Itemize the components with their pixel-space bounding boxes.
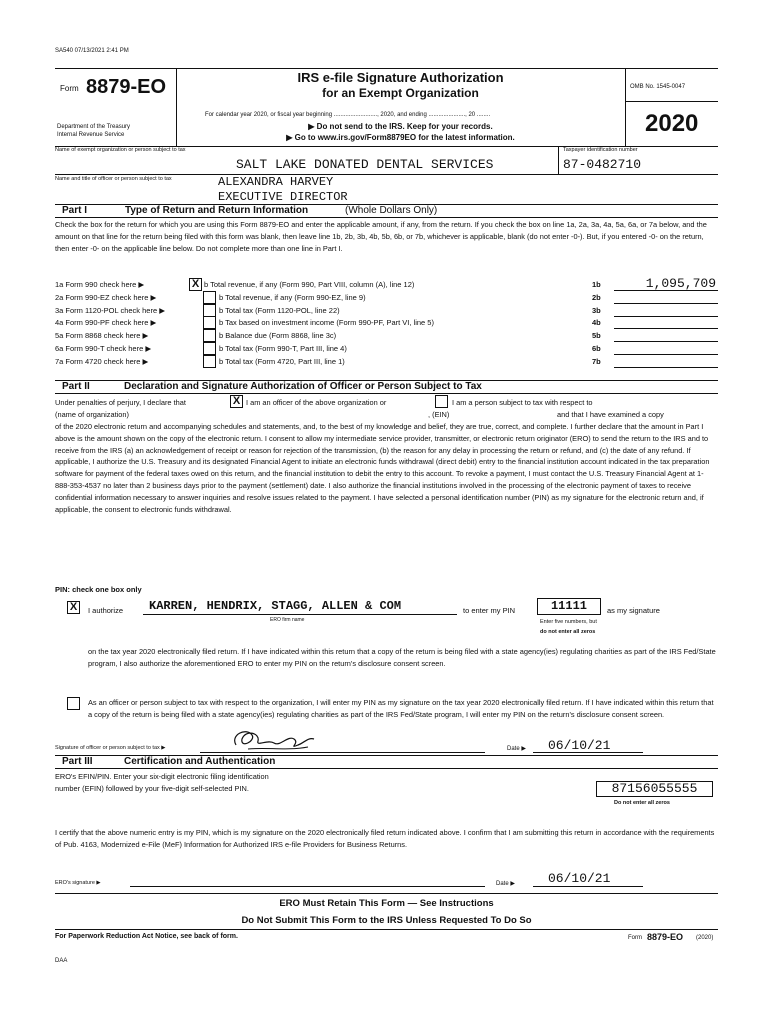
- part1-line-5b-number: 5b: [592, 331, 601, 341]
- part3-heading: Certification and Authentication: [124, 756, 276, 767]
- opt2-text: As an officer or person subject to tax with respect to the organization, I will enter my PIN as my signature on the tax year 2020 electronically filed return. If I have indicated within this return that a copy of the return is being filed with a state agency(ies) regulating charities as part of the IRS Fed/State program, I will enter my PIN on the return's disclosure consent screen.: [88, 698, 714, 719]
- go-to-url: ▶ Go to www.irs.gov/Form8879EO for the latest information.: [286, 133, 515, 142]
- paperwork-notice: For Paperwork Reduction Act Notice, see back of form.: [55, 933, 238, 940]
- pin-note-1: Enter five numbers, but: [540, 619, 597, 625]
- part1-line-3a-checkbox[interactable]: [203, 304, 216, 317]
- ero-date: 06/10/21: [548, 871, 611, 886]
- part1-line-6a-label: 6a Form 990-T check here ▶: [55, 344, 152, 353]
- officer-pin-checkbox[interactable]: [67, 697, 80, 710]
- part1-line-5a-label: 5a Form 8868 check here ▶: [55, 331, 149, 341]
- part1-line-7b-label: b Total tax (Form 4720, Part III, line 1): [219, 356, 345, 366]
- part1-line-4a-label: 4a Form 990-PF check here ▶: [55, 318, 157, 328]
- part1-line-5a-checkbox[interactable]: [203, 329, 216, 342]
- person-subject-checkbox[interactable]: [435, 395, 448, 408]
- part1-heading: Type of Return and Return Information: [125, 205, 309, 216]
- omb-number: OMB No. 1545-0047: [630, 84, 686, 90]
- part1-line-5b-label: b Balance due (Form 8868, line 3c): [219, 331, 337, 341]
- part1-line-1a-checkbox[interactable]: X: [189, 278, 202, 291]
- enter-my-pin-label: to enter my PIN: [463, 606, 516, 615]
- part1-line-2b-label: b Total revenue, if any (Form 990-EZ, line 9): [219, 292, 366, 302]
- dept-line1: Department of the Treasury: [57, 124, 131, 130]
- part1-label: Part I: [62, 205, 88, 216]
- authorize-label: I authorize: [88, 606, 124, 615]
- part1-line-2a-checkbox[interactable]: [203, 291, 216, 304]
- efin-text-2: number (EFIN) followed by your five-digit self-selected PIN.: [55, 784, 249, 793]
- calendar-line: For calendar year 2020, or fiscal year beginning .........................., 2020, and ending ......................, 20 ........: [205, 112, 491, 118]
- daa-label: DAA: [55, 958, 68, 964]
- footer-form-year: (2020): [696, 935, 714, 941]
- org-name: SALT LAKE DONATED DENTAL SERVICES: [236, 157, 494, 172]
- part1-line-7a-label: 7a Form 4720 check here ▶: [55, 356, 149, 366]
- officer-signature-label: Signature of officer or person subject to tax ▶: [55, 745, 166, 751]
- do-not-send: ▶ Do not send to the IRS. Keep for your records.: [308, 122, 493, 131]
- efin-note: Do not enter all zeros: [614, 800, 670, 806]
- ero-date-label: Date ▶: [496, 881, 515, 887]
- form-title-1: IRS e-file Signature Authorization: [297, 70, 504, 85]
- part1-line-3a-label: 3a Form 1120-POL check here ▶: [55, 305, 165, 315]
- part1-line-3b-number: 3b: [592, 305, 601, 315]
- decl-b: I am an officer of the above organization or: [246, 398, 387, 407]
- opt1-text: on the tax year 2020 electronically filed return. If I have indicated within this return that a copy of the return is being filed with a state agency(ies) regulating charities as part of the IRS Fed/State program, I also authorize the aforementioned ERO to enter my PIN on the return's disclosure consent screen.: [88, 647, 716, 668]
- part1-heading-suffix: (Whole Dollars Only): [345, 205, 438, 216]
- part1-line-7b-number: 7b: [592, 356, 601, 366]
- footer-form-prefix: Form: [628, 935, 642, 941]
- part1-line-1b-value[interactable]: 1,095,709: [645, 276, 716, 291]
- part1-line-3b-label: b Total tax (Form 1120-POL, line 22): [219, 305, 340, 315]
- part3-label: Part III: [62, 756, 93, 767]
- pin-note-2: do not enter all zeros: [540, 629, 596, 635]
- officer-label: Name and title of officer or person subject to tax: [55, 176, 172, 182]
- ero-firm-caption: ERO firm name: [270, 617, 305, 623]
- officer-name: ALEXANDRA HARVEY: [218, 175, 334, 189]
- decl-c: I am a person subject to tax with respect to: [452, 398, 593, 407]
- part1-line-1a-label: 1a Form 990 check here ▶: [55, 280, 145, 289]
- part1-line-2a-label: 2a Form 990-EZ check here ▶: [55, 292, 157, 302]
- ero-pin-checkbox[interactable]: X: [67, 601, 80, 614]
- form-number: 8879-EO: [86, 76, 167, 98]
- efin-text-1: ERO's EFIN/PIN. Enter your six-digit electronic filing identification: [55, 772, 269, 781]
- ein-label: Taxpayer identification number: [563, 147, 638, 153]
- decl-d: (name of organization): [55, 410, 129, 419]
- decl-a: Under penalties of perjury, I declare that: [55, 398, 186, 407]
- form-prefix: Form: [60, 84, 79, 93]
- part1-line-2b-number: 2b: [592, 292, 601, 302]
- org-ein: 87-0482710: [563, 157, 642, 172]
- pin-heading: PIN: check one box only: [55, 585, 142, 594]
- part2-label: Part II: [62, 381, 90, 392]
- footer-form-number: 8879-EO: [647, 932, 684, 942]
- officer-checkbox[interactable]: X: [230, 395, 243, 408]
- certify-text: I certify that the above numeric entry is my PIN, which is my signature on the 2020 electronically filed return indicated above. I confirm that I am submitting this return in accordance with the requirements of Pub. 4163, Modernized e-File (MeF) Information for Authorized IRS e-file Providers for Business Returns.: [55, 828, 715, 849]
- part1-line-6b-number: 6b: [592, 344, 601, 353]
- ero-signature-label: ERO's signature ▶: [55, 880, 101, 886]
- part1-line-1b-label: b Total revenue, if any (Form 990, Part VIII, column (A), line 12): [204, 280, 415, 289]
- part1-line-7a-checkbox[interactable]: [203, 355, 216, 368]
- org-name-label: Name of exempt organization or person subject to tax: [55, 147, 186, 153]
- part1-line-6a-checkbox[interactable]: [203, 342, 216, 355]
- dept-line2: Internal Revenue Service: [57, 132, 125, 138]
- form-title-2: for an Exempt Organization: [322, 86, 479, 100]
- officer-date-label: Date ▶: [507, 746, 526, 752]
- do-not-submit-notice: Do Not Submit This Form to the IRS Unless Requested To Do So: [241, 915, 532, 926]
- part1-line-4b-number: 4b: [592, 318, 601, 328]
- decl-e: , (EIN): [428, 410, 450, 419]
- part1-intro: Check the box for the return for which you are using this Form 8879-EO and enter the applicable amount, if any, from the return. If you check the box on line 1a, 2a, 3a, 4a, 5a, 6a, or 7a below, and the amount on that line for the return being filed with this form was blank, then leave line 1b, 2b, 3b, 4b, 5b, 6b, or 7b, whichever is applicable, blank (do not enter -0-). But, if you entered -0- on the return, then enter -0- on the applicable line below. Do not complete more than one line in Part I.: [55, 220, 707, 253]
- ero-firm-name: KARREN, HENDRIX, STAGG, ALLEN & COM: [149, 599, 402, 613]
- officer-title: EXECUTIVE DIRECTOR: [218, 190, 348, 204]
- print-stamp: SA540 07/13/2021 2:41 PM: [55, 48, 129, 54]
- part1-line-4a-checkbox[interactable]: [203, 316, 216, 329]
- part1-line-6b-label: b Total tax (Form 990-T, Part III, line 4): [219, 344, 347, 353]
- tax-year: 2020: [645, 110, 699, 137]
- as-my-signature-label: as my signature: [607, 606, 660, 615]
- part2-heading: Declaration and Signature Authorization of Officer or Person Subject to Tax: [124, 381, 482, 392]
- pin-field[interactable]: 11111: [537, 598, 601, 615]
- officer-signature: [228, 725, 318, 757]
- part1-line-1b-number: 1b: [592, 280, 601, 289]
- part2-body: of the 2020 electronic return and accompanying schedules and statements, and, to the best of my knowledge and belief, they are true, correct, and complete. I further declare that the amount in Part I above is the amount shown on the copy of the electronic return. I consent to allow my intermediate service provider, transmitter, or electronic return originator (ERO) to send the return to the IRS and to receive from the IRS (a) an acknowledgement of receipt or reason for rejection of the transmission, (b) the reason for any delay in processing the return or refund, and (c) the date of any refund. If applicable, I authorize the U.S. Treasury and its designated Financial Agent to initiate an electronic funds withdrawal (direct debit) entry to the financial institution account indicated in the tax preparation software for payment of the federal taxes owed on this return, and the financial institution to debit the entry to this account. To revoke a payment, I must contact the U.S. Treasury Financial Agent at 1-888-353-4537 no later than 2 business days prior to the payment (settlement) date. I also authorize the financial institutions involved in the processing of the electronic payment of taxes to receive confidential information necessary to answer inquiries and resolve issues related to the payment. I have selected a personal identification number (PIN) as my signature for the electronic return and, if applicable, the consent to electronic funds withdrawal.: [55, 422, 710, 514]
- officer-date: 06/10/21: [548, 738, 611, 753]
- efin-pin-field[interactable]: 87156055555: [596, 781, 713, 797]
- retain-notice: ERO Must Retain This Form — See Instructions: [279, 898, 494, 909]
- decl-f: and that I have examined a copy: [557, 410, 664, 419]
- part1-line-4b-label: b Tax based on investment income (Form 990-PF, Part VI, line 5): [219, 318, 434, 328]
